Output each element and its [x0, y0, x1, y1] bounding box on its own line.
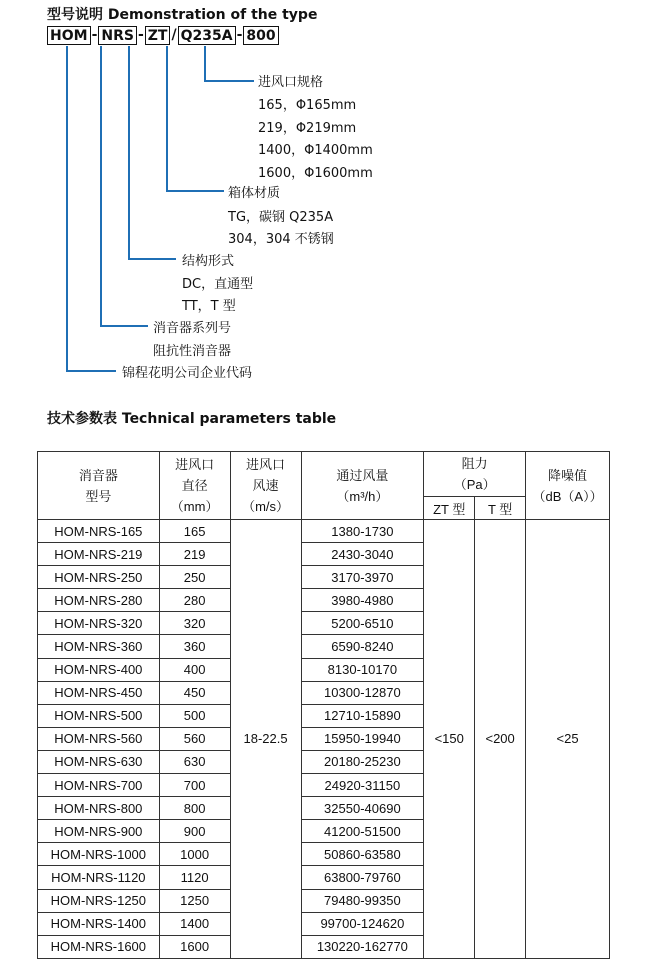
cell-velocity: 18-22.5 — [230, 520, 301, 959]
connector-series-h — [100, 325, 148, 327]
cell-airflow: 63800-79760 — [301, 866, 424, 889]
cell-airflow: 79480-99350 — [301, 889, 424, 912]
cell-model: HOM-NRS-1250 — [38, 889, 160, 912]
code-material: Q235A — [178, 26, 236, 45]
cell-airflow: 10300-12870 — [301, 681, 424, 704]
cell-airflow: 20180-25230 — [301, 750, 424, 773]
group-material-detail: 304，304 不锈钢 — [228, 232, 334, 247]
group-company-label: 锦程花明公司企业代码 — [122, 366, 253, 381]
cell-model: HOM-NRS-360 — [38, 635, 160, 658]
group-size-detail: 219，Φ219mm — [258, 121, 357, 136]
cell-airflow: 3980-4980 — [301, 589, 424, 612]
group-size-detail: 1600，Φ1600mm — [258, 166, 373, 181]
connector-structure-h — [128, 258, 176, 260]
table-title: 技术参数表 Technical parameters table — [47, 411, 337, 427]
demo-title: 型号说明 Demonstration of the type — [47, 7, 318, 23]
cell-diameter: 280 — [159, 589, 230, 612]
header-resistance: 阻力 （Pa） — [424, 452, 526, 497]
connector-material-v — [166, 46, 168, 191]
cell-model: HOM-NRS-450 — [38, 681, 160, 704]
cell-resistance-zt: <150 — [424, 520, 475, 959]
cell-model: HOM-NRS-1120 — [38, 866, 160, 889]
code-series: NRS — [98, 26, 137, 45]
code-sep: - — [91, 27, 98, 43]
cell-diameter: 1400 — [159, 912, 230, 935]
cell-airflow: 6590-8240 — [301, 635, 424, 658]
code-size: 800 — [243, 26, 278, 45]
group-size-detail: 165，Φ165mm — [258, 98, 357, 113]
cell-diameter: 250 — [159, 566, 230, 589]
cell-model: HOM-NRS-400 — [38, 658, 160, 681]
cell-airflow: 24920-31150 — [301, 774, 424, 797]
table-row — [38, 520, 610, 543]
cell-diameter: 700 — [159, 774, 230, 797]
code-sep: - — [137, 27, 144, 43]
cell-airflow: 99700-124620 — [301, 912, 424, 935]
cell-airflow: 15950-19940 — [301, 727, 424, 750]
cell-model: HOM-NRS-630 — [38, 750, 160, 773]
cell-diameter: 360 — [159, 635, 230, 658]
cell-resistance-t: <200 — [475, 520, 526, 959]
group-structure-detail: DC，直通型 — [182, 277, 254, 292]
group-series-label: 消音器系列号 — [153, 321, 232, 336]
connector-company-h — [66, 370, 116, 372]
cell-diameter: 320 — [159, 612, 230, 635]
connector-size-v — [204, 46, 206, 81]
cell-diameter: 450 — [159, 681, 230, 704]
code-sep: - — [236, 27, 243, 43]
cell-model: HOM-NRS-250 — [38, 566, 160, 589]
cell-diameter: 500 — [159, 704, 230, 727]
connector-material-h — [166, 190, 224, 192]
header-velocity: 进风口 风速 （m/s） — [230, 452, 301, 520]
connector-size-h — [204, 80, 254, 82]
cell-model: HOM-NRS-280 — [38, 589, 160, 612]
cell-airflow: 1380-1730 — [301, 520, 424, 543]
model-code — [47, 24, 279, 46]
connector-structure-v — [128, 46, 130, 259]
cell-airflow: 130220-162770 — [301, 935, 424, 958]
group-size-detail: 1400，Φ1400mm — [258, 143, 373, 158]
cell-model: HOM-NRS-700 — [38, 774, 160, 797]
cell-model: HOM-NRS-165 — [38, 520, 160, 543]
header-diameter: 进风口 直径 （mm） — [159, 452, 230, 520]
cell-airflow: 50860-63580 — [301, 843, 424, 866]
cell-model: HOM-NRS-320 — [38, 612, 160, 635]
cell-model: HOM-NRS-560 — [38, 727, 160, 750]
cell-diameter: 1000 — [159, 843, 230, 866]
connector-company-v — [66, 46, 68, 371]
group-size-label: 进风口规格 — [258, 75, 324, 90]
cell-model: HOM-NRS-1000 — [38, 843, 160, 866]
cell-airflow: 32550-40690 — [301, 797, 424, 820]
group-series-detail: 阻抗性消音器 — [153, 344, 232, 359]
cell-airflow: 12710-15890 — [301, 704, 424, 727]
group-material-detail: TG，碳钢 Q235A — [228, 210, 334, 225]
header-airflow: 通过风量 （m³/h） — [301, 452, 424, 520]
cell-airflow: 41200-51500 — [301, 820, 424, 843]
code-sep: / — [171, 27, 177, 43]
cell-model: HOM-NRS-800 — [38, 797, 160, 820]
header-noise: 降噪值 （dB（A）） — [526, 452, 610, 520]
cell-diameter: 900 — [159, 820, 230, 843]
cell-noise: <25 — [526, 520, 610, 959]
cell-diameter: 1120 — [159, 866, 230, 889]
cell-model: HOM-NRS-219 — [38, 543, 160, 566]
cell-diameter: 560 — [159, 727, 230, 750]
group-material-label: 箱体材质 — [228, 186, 281, 201]
cell-airflow: 2430-3040 — [301, 543, 424, 566]
parameters-table — [37, 451, 610, 959]
group-structure-detail: TT，T 型 — [182, 299, 236, 314]
header-t: T 型 — [475, 497, 526, 520]
cell-model: HOM-NRS-500 — [38, 704, 160, 727]
code-structure: ZT — [145, 26, 171, 45]
cell-diameter: 400 — [159, 658, 230, 681]
group-structure-label: 结构形式 — [182, 254, 235, 269]
cell-diameter: 1600 — [159, 935, 230, 958]
header-model: 消音器 型号 — [38, 452, 160, 520]
connector-series-v — [100, 46, 102, 326]
cell-airflow: 3170-3970 — [301, 566, 424, 589]
header-zt: ZT 型 — [424, 497, 475, 520]
cell-model: HOM-NRS-900 — [38, 820, 160, 843]
cell-diameter: 1250 — [159, 889, 230, 912]
code-company: HOM — [47, 26, 91, 45]
cell-airflow: 5200-6510 — [301, 612, 424, 635]
cell-diameter: 800 — [159, 797, 230, 820]
cell-model: HOM-NRS-1600 — [38, 935, 160, 958]
cell-diameter: 165 — [159, 520, 230, 543]
cell-diameter: 630 — [159, 750, 230, 773]
cell-diameter: 219 — [159, 543, 230, 566]
cell-model: HOM-NRS-1400 — [38, 912, 160, 935]
cell-airflow: 8130-10170 — [301, 658, 424, 681]
